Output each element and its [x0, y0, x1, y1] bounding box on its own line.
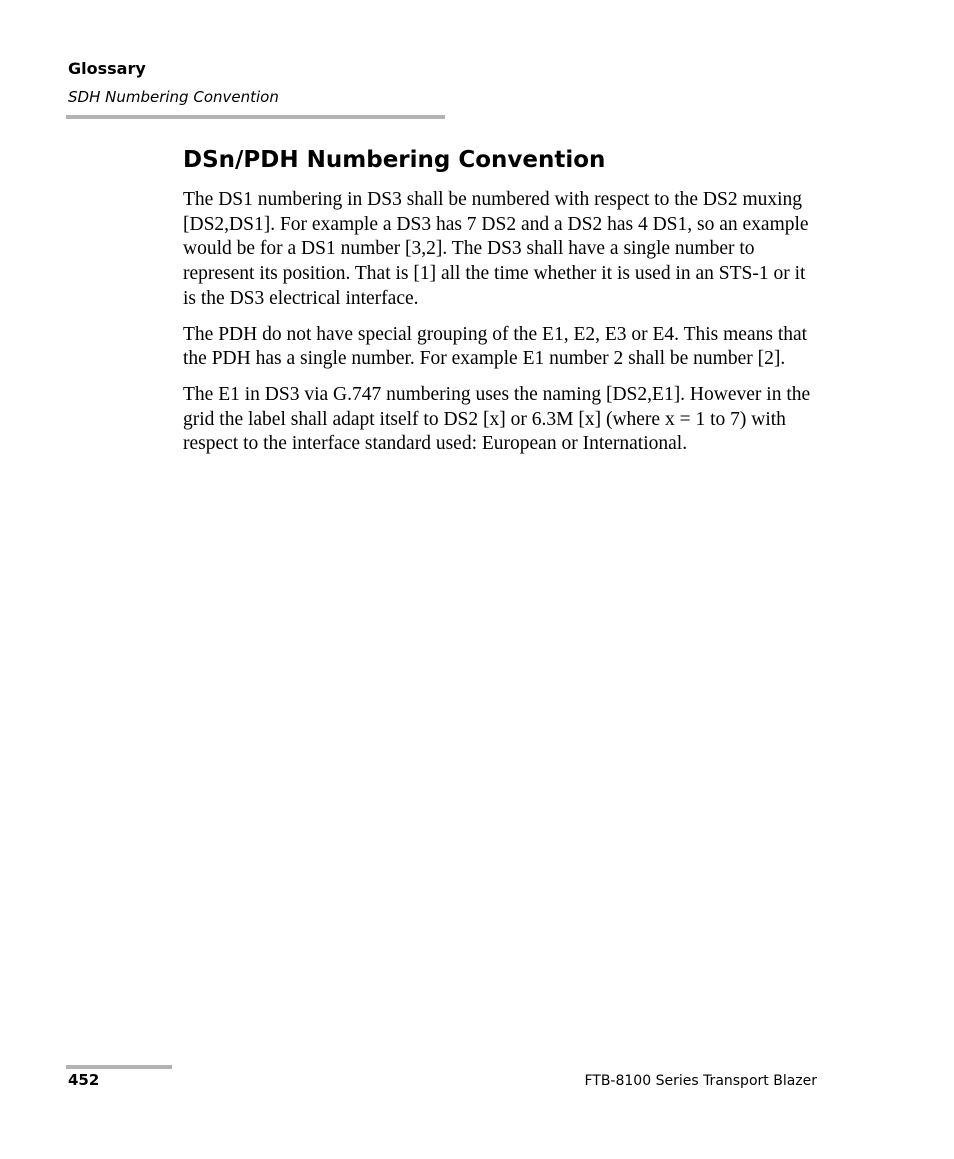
body-content	[183, 188, 823, 468]
running-header-subsection: SDH Numbering Convention	[68, 88, 279, 106]
paragraph-ds1-numbering: The DS1 numbering in DS3 shall be numbered with respect to the DS2 muxing [DS2,DS1]. For example a DS3 has 7 DS2 and a DS2 has 4 DS1, so an example would be for a DS1 number [3,2]. The DS3 shall have a single number to represent its position. That is [1] all the time whether it is used in an STS-1 or it is the DS3 electrical interface.	[183, 189, 809, 309]
footer-divider	[66, 1065, 172, 1069]
running-header-section: Glossary	[68, 59, 146, 78]
paragraph-e1-in-ds3: The E1 in DS3 via G.747 numbering uses the naming [DS2,E1]. However in the grid the label shall adapt itself to DS2 [x] or 6.3M [x] (where x = 1 to 7) with respect to the interface standard used: European or International.	[183, 383, 811, 455]
page-number: 452	[68, 1071, 100, 1089]
page-title: DSn/PDH Numbering Convention	[183, 147, 606, 173]
footer-document-title: FTB-8100 Series Transport Blazer	[584, 1073, 817, 1089]
header-divider	[66, 115, 445, 119]
paragraph-pdh-numbering: The PDH do not have special grouping of the E1, E2, E3 or E4. This means that the PDH has a single number. For example E1 number 2 shall be number [2].	[183, 323, 808, 370]
